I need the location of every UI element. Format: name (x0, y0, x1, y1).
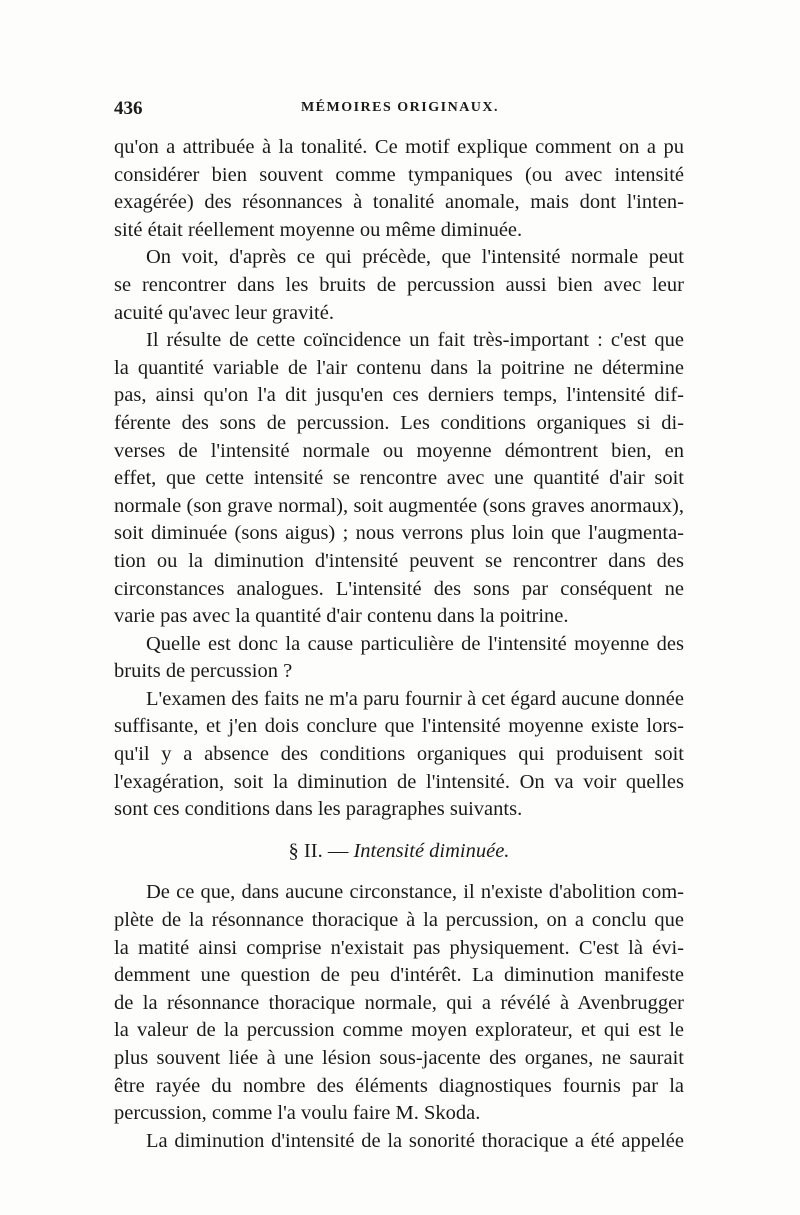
text-line: l'exagération, soit la diminution de l'intensité. On va voir quelles (114, 770, 684, 793)
text-line: tion ou la diminution d'intensité peuvent se rencontrer dans des (114, 549, 684, 572)
text-line: De ce que, dans aucune circonstance, il n'existe d'abolition com- (146, 881, 684, 904)
text-line: Quelle est donc la cause particulière de l'intensité moyenne des (146, 632, 684, 655)
text-line: la valeur de la percussion comme moyen explorateur, et qui est le (114, 1019, 684, 1042)
text-line: férente des sons de percussion. Les conditions organiques si di- (114, 411, 684, 434)
text-line: qu'on a attribuée à la tonalité. Ce motif explique comment on a pu (114, 136, 684, 158)
section-title: Intensité diminuée. (353, 839, 510, 862)
body-text (114, 134, 684, 1155)
text-line: verses de l'intensité normale ou moyenne démontrent bien, en (114, 439, 684, 462)
text-line: La diminution d'intensité de la sonorité thoracique a été appelée (146, 1129, 684, 1152)
text-line: On voit, d'après ce qui précède, que l'intensité normale peut (146, 246, 684, 269)
section-heading (114, 838, 684, 866)
text-line: qu'il y a absence des conditions organiques qui produisent soit (114, 743, 684, 766)
text-line: acuité qu'avec leur gravité. (114, 301, 334, 324)
text-line: de la résonnance thoracique normale, qui a révélé à Avenbrugger (114, 991, 684, 1014)
text-line: bruits de percussion ? (114, 660, 293, 683)
text-line: L'examen des faits ne m'a paru fournir à cet égard aucune donnée (146, 687, 684, 710)
page-number: 436 (114, 98, 143, 119)
running-title: MÉMOIRES ORIGINAUX. (300, 100, 500, 115)
section-number: § II. — (288, 839, 349, 862)
running-head (114, 98, 686, 120)
text-line: demment une question de peu d'intérêt. La diminution manifeste (114, 964, 684, 987)
text-line: Il résulte de cette coïncidence un fait très-important : c'est que (146, 329, 684, 352)
text-line: varie pas avec la quantité d'air contenu dans la poitrine. (114, 605, 569, 628)
text-line: considérer bien souvent comme tympaniques (ou avec intensité (114, 163, 684, 186)
text-line: circonstances analogues. L'intensité des sons par conséquent ne (114, 577, 684, 600)
text-line: plète de la résonnance thoracique à la percussion, on a conclu que (114, 909, 684, 932)
text-line: exagérée) des résonnances à tonalité anomale, mais dont l'inten- (114, 191, 684, 214)
text-line: plus souvent liée à une lésion sous-jacente des organes, ne saurait (114, 1047, 684, 1069)
text-line: pas, ainsi qu'on l'a dit jusqu'en ces derniers temps, l'intensité dif- (114, 384, 684, 407)
text-line: sité était réellement moyenne ou même diminuée. (114, 218, 523, 241)
text-line: suffisante, et j'en dois conclure que l'intensité moyenne existe lors- (114, 715, 684, 738)
text-line: sont ces conditions dans les paragraphes suivants. (114, 798, 523, 821)
text-line: effet, que cette intensité se rencontre avec une quantité d'air soit (114, 467, 684, 490)
text-line: normale (son grave normal), soit augmentée (sons graves anormaux), (114, 494, 684, 517)
text-line: soit diminuée (sons aigus) ; nous verrons plus loin que l'augmenta- (114, 522, 684, 545)
text-line: la matité ainsi comprise n'existait pas physiquement. C'est là évi- (114, 936, 684, 959)
text-line: percussion, comme l'a voulu faire M. Skoda. (114, 1102, 481, 1125)
text-line: se rencontrer dans les bruits de percussion aussi bien avec leur (114, 273, 684, 296)
text-line: la quantité variable de l'air contenu dans la poitrine ne détermine (114, 356, 684, 379)
text-line: être rayée du nombre des éléments diagnostiques fournis par la (114, 1074, 684, 1097)
